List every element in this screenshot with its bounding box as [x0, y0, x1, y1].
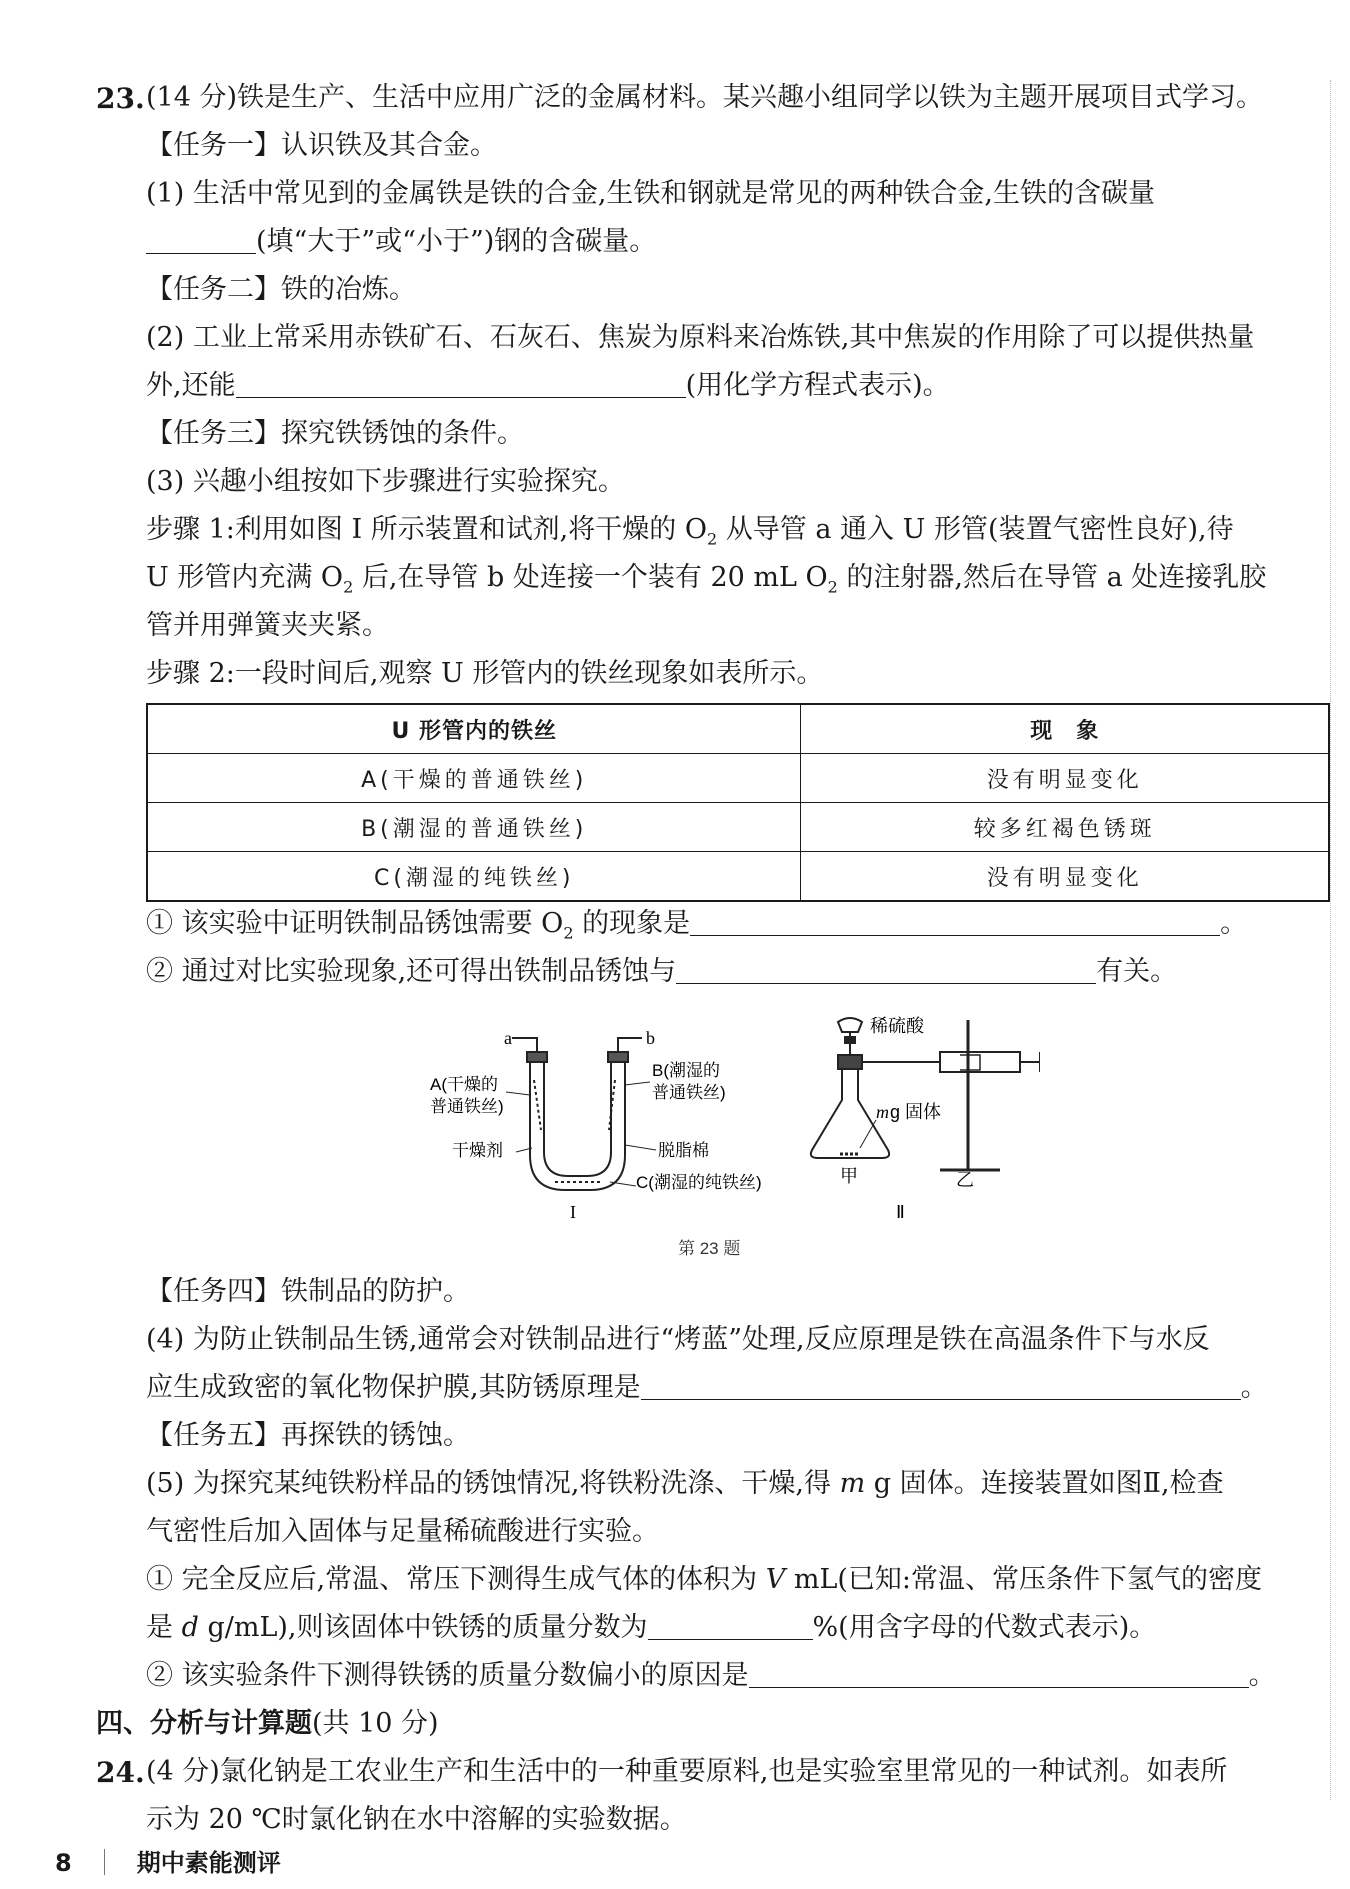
flask-apparatus: [811, 1018, 1040, 1170]
question-23-number: 23.: [96, 82, 145, 115]
q23-c2: ② 通过对比实验现象,还可得出铁制品锈蚀与 有关。: [146, 956, 1178, 987]
page-footer: [55, 1843, 281, 1878]
answer-blank-5[interactable]: [641, 1373, 1241, 1400]
q23-part2-line2: 外,还能 (用化学方程式表示)。: [146, 370, 950, 401]
table-row: [147, 803, 1329, 852]
apparatus-figure: [420, 1010, 1040, 1260]
table-header-row: [147, 704, 1329, 754]
answer-blank-7[interactable]: [749, 1661, 1249, 1688]
q24-line2: 示为 20 ℃时氯化钠在水中溶解的实验数据。: [146, 1804, 687, 1835]
section-4-heading: 四、分析与计算题(共 10 分): [96, 1708, 439, 1739]
table-cell: 没有明显变化: [801, 754, 1329, 803]
observation-table: [146, 703, 1330, 902]
q23-part5-line2: 气密性后加入固体与足量稀硫酸进行实验。: [146, 1516, 659, 1547]
task-3-heading: 【任务三】探究铁锈蚀的条件。: [146, 418, 524, 449]
task-4-heading: 【任务四】铁制品的防护。: [146, 1276, 470, 1307]
q23-part2-line1: (2) 工业上常采用赤铁矿石、石灰石、焦炭为原料来冶炼铁,其中焦炭的作用除了可以提供热量: [146, 322, 1255, 353]
q23-part3: (3) 兴趣小组按如下步骤进行实验探究。: [146, 466, 625, 497]
margin-rule: [1330, 80, 1331, 1800]
question-24-number: 24.: [96, 1756, 145, 1789]
table-cell: 较多红褐色锈斑: [801, 803, 1329, 852]
answer-blank-6[interactable]: [648, 1613, 813, 1640]
q23-c1: ① 该实验中证明铁制品锈蚀需要 $O_2$ 的现象是 。: [146, 908, 1248, 943]
footer-divider: [104, 1849, 105, 1875]
table-cell: B(潮湿的普通铁丝): [147, 803, 801, 852]
task-5-heading: 【任务五】再探铁的锈蚀。: [146, 1420, 470, 1451]
q23-part5-line1: (5) 为探究某纯铁粉样品的锈蚀情况,将铁粉洗涤、干燥,得 m g 固体。连接装置如图Ⅱ,检查: [146, 1468, 1224, 1499]
q23-part1-line2: (填“大于”或“小于”)钢的含碳量。: [146, 224, 656, 260]
label-A-1: A(干燥的: [430, 1075, 498, 1094]
table-cell: C(潮湿的纯铁丝): [147, 852, 801, 902]
answer-blank-4[interactable]: [676, 957, 1096, 984]
label-jia: 甲: [840, 1166, 858, 1186]
q23-part5-c1-line1: ① 完全反应后,常温、常压下测得生成气体的体积为 V mL(已知:常温、常压条件下氢气的密度: [146, 1564, 1263, 1595]
figure-2-label: Ⅱ: [896, 1202, 905, 1222]
u-tube-apparatus: [506, 1038, 656, 1190]
label-yi: 乙: [956, 1170, 974, 1190]
step-1-line3: 管并用弹簧夹夹紧。: [146, 610, 389, 641]
task-2-heading: 【任务二】铁的冶炼。: [146, 274, 416, 305]
step-1-line2: U 形管内充满 $O_2$ 后,在导管 b 处连接一个装有 20 mL $O_2$ 的注射器,然后在导管 a 处连接乳胶: [146, 562, 1267, 597]
q23-part5-c1-line2: 是 d g/mL),则该固体中铁锈的质量分数为 %(用含字母的代数式表示)。: [146, 1612, 1157, 1643]
label-acid: 稀硫酸: [870, 1016, 924, 1036]
table-header: U 形管内的铁丝: [147, 704, 801, 754]
task-1-heading: 【任务一】认识铁及其合金。: [146, 130, 497, 161]
label-B-1: B(潮湿的: [652, 1061, 720, 1080]
label-C: C(潮湿的纯铁丝): [636, 1173, 762, 1192]
q23-part4-line2: 应生成致密的氧化物保护膜,其防锈原理是 。: [146, 1372, 1268, 1403]
q24-line1: (4 分)氯化钠是工农业生产和生活中的一种重要原料,也是实验室里常见的一种试剂。如表所: [146, 1756, 1228, 1787]
q23-intro: (14 分)铁是生产、生活中应用广泛的金属材料。某兴趣小组同学以铁为主题开展项目式学习。: [146, 82, 1264, 113]
figure-1-label: I: [570, 1202, 576, 1222]
step-1-line1: 步骤 1:利用如图 I 所示装置和试剂,将干燥的 $O_2$ 从导管 a 通入 U 形管(装置气密性良好),待: [146, 514, 1234, 549]
label-solid: g 固体: [890, 1102, 942, 1122]
page-number: 8: [55, 1849, 72, 1877]
q23-part5-c2: ② 该实验条件下测得铁锈的质量分数偏小的原因是 。: [146, 1660, 1276, 1691]
tube-b-label: b: [646, 1028, 655, 1048]
q23-part1-line1: (1) 生活中常见到的金属铁是铁的合金,生铁和钢就是常见的两种铁合金,生铁的含碳量: [146, 178, 1155, 209]
table-header: 现 象: [801, 704, 1329, 754]
table-cell: A(干燥的普通铁丝): [147, 754, 801, 803]
answer-blank-3[interactable]: [690, 909, 1220, 936]
answer-blank-2[interactable]: [236, 371, 686, 398]
table-cell: 没有明显变化: [801, 852, 1329, 902]
label-cotton: 脱脂棉: [658, 1141, 709, 1160]
label-A-2: 普通铁丝): [430, 1097, 504, 1116]
label-desiccant: 干燥剂: [452, 1141, 503, 1160]
tube-a-label: a: [504, 1028, 512, 1048]
step-2: 步骤 2:一段时间后,观察 U 形管内的铁丝现象如表所示。: [146, 658, 824, 689]
answer-blank-1[interactable]: [146, 227, 256, 254]
table-row: [147, 852, 1329, 902]
q23-part4-line1: (4) 为防止铁制品生锈,通常会对铁制品进行“烤蓝”处理,反应原理是铁在高温条件下与水反: [146, 1324, 1210, 1355]
label-B-2: 普通铁丝): [652, 1083, 726, 1102]
figure-caption: 第 23 题: [678, 1239, 741, 1258]
footer-title: 期中素能测评: [136, 1849, 281, 1877]
table-row: [147, 754, 1329, 803]
label-solid-m: m: [876, 1102, 889, 1122]
